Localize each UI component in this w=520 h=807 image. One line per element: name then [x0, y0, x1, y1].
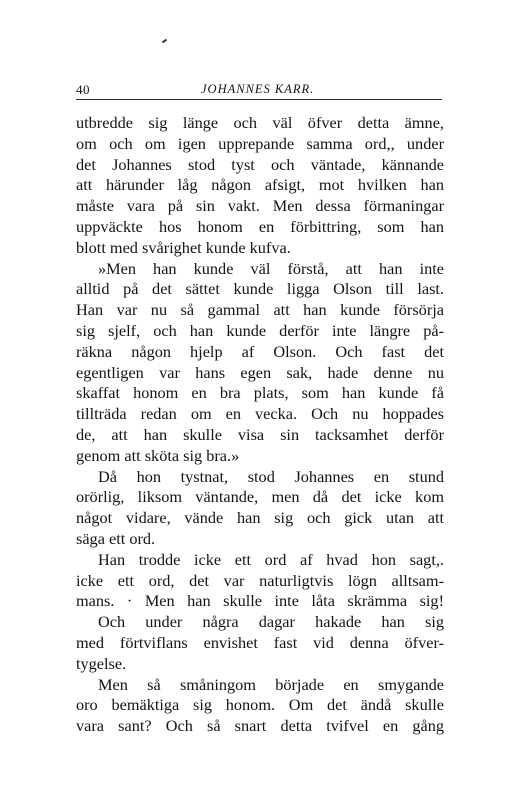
running-title: JOHANNES KARR. — [201, 82, 315, 96]
text-line: Och under några dagar hakade han sig — [98, 612, 444, 632]
text-line: tillträda redan om en vecka. Och nu hoppades — [76, 404, 444, 424]
text-line: utbredde sig länge och väl öfver detta ämne, — [76, 113, 444, 132]
text-line: mans. · Men han skulle inte låta skrämma sig! — [76, 591, 444, 611]
text-line: Han trodde icke ett ord af hvad hon sagt,. — [98, 549, 444, 569]
text-line: om och om igen upprepande samma ord,, under — [76, 133, 444, 153]
text-line: Då hon tystnat, stod Johannes en stund — [98, 466, 444, 486]
text-line: egentligen var hans egen sak, hade denne nu — [76, 362, 444, 382]
text-line: de, att han skulle visa sin tacksamhet derför — [76, 424, 444, 444]
header-rule — [76, 99, 442, 100]
text-line: uppväckte hos honom en förbittring, som han — [76, 216, 444, 236]
text-line: med förtviflans envishet fast vid denna öfver- — [76, 632, 444, 652]
text-line: måste vara på sin vakt. Men dessa förmaningar — [76, 196, 444, 216]
body-text — [76, 113, 444, 737]
text-line: räkna någon hjelp af Olson. Och fast det — [76, 341, 444, 361]
text-line: tygelse. — [76, 653, 127, 673]
text-line: genom att sköta sig bra.» — [76, 445, 240, 465]
text-line: Men så småningom började en smygande — [98, 674, 444, 694]
text-line: »Men han kunde väl förstå, att han inte — [98, 258, 444, 278]
text-line: blott med svårighet kunde kufva. — [76, 237, 291, 257]
text-line: något vidare, vände han sig och gick utan att — [76, 508, 444, 528]
running-head — [76, 82, 442, 98]
text-line: oro bemäktiga sig honom. Om det ändå skulle — [76, 695, 444, 715]
page-number: 40 — [76, 82, 90, 97]
ink-speck — [162, 39, 167, 44]
text-line: att härunder låg någon afsigt, mot hvilken han — [76, 175, 444, 195]
text-line: säga ett ord. — [76, 528, 156, 548]
text-line: Han var nu så gammal att han kunde försörja — [76, 300, 444, 320]
text-line: vara sant? Och så snart detta tvifvel en gång — [76, 716, 444, 736]
text-line: alltid på det sättet kunde ligga Olson till last. — [76, 279, 444, 299]
text-line: icke ett ord, det var naturligtvis lögn alltsam- — [76, 570, 444, 590]
text-line: sig sjelf, och han kunde derför inte längre på- — [76, 320, 444, 340]
text-line: det Johannes stod tyst och väntade, kännande — [76, 154, 444, 174]
text-line: skaffat honom en bra plats, som han kunde få — [76, 383, 444, 403]
text-line: orörlig, liksom väntande, men då det icke kom — [76, 487, 444, 507]
